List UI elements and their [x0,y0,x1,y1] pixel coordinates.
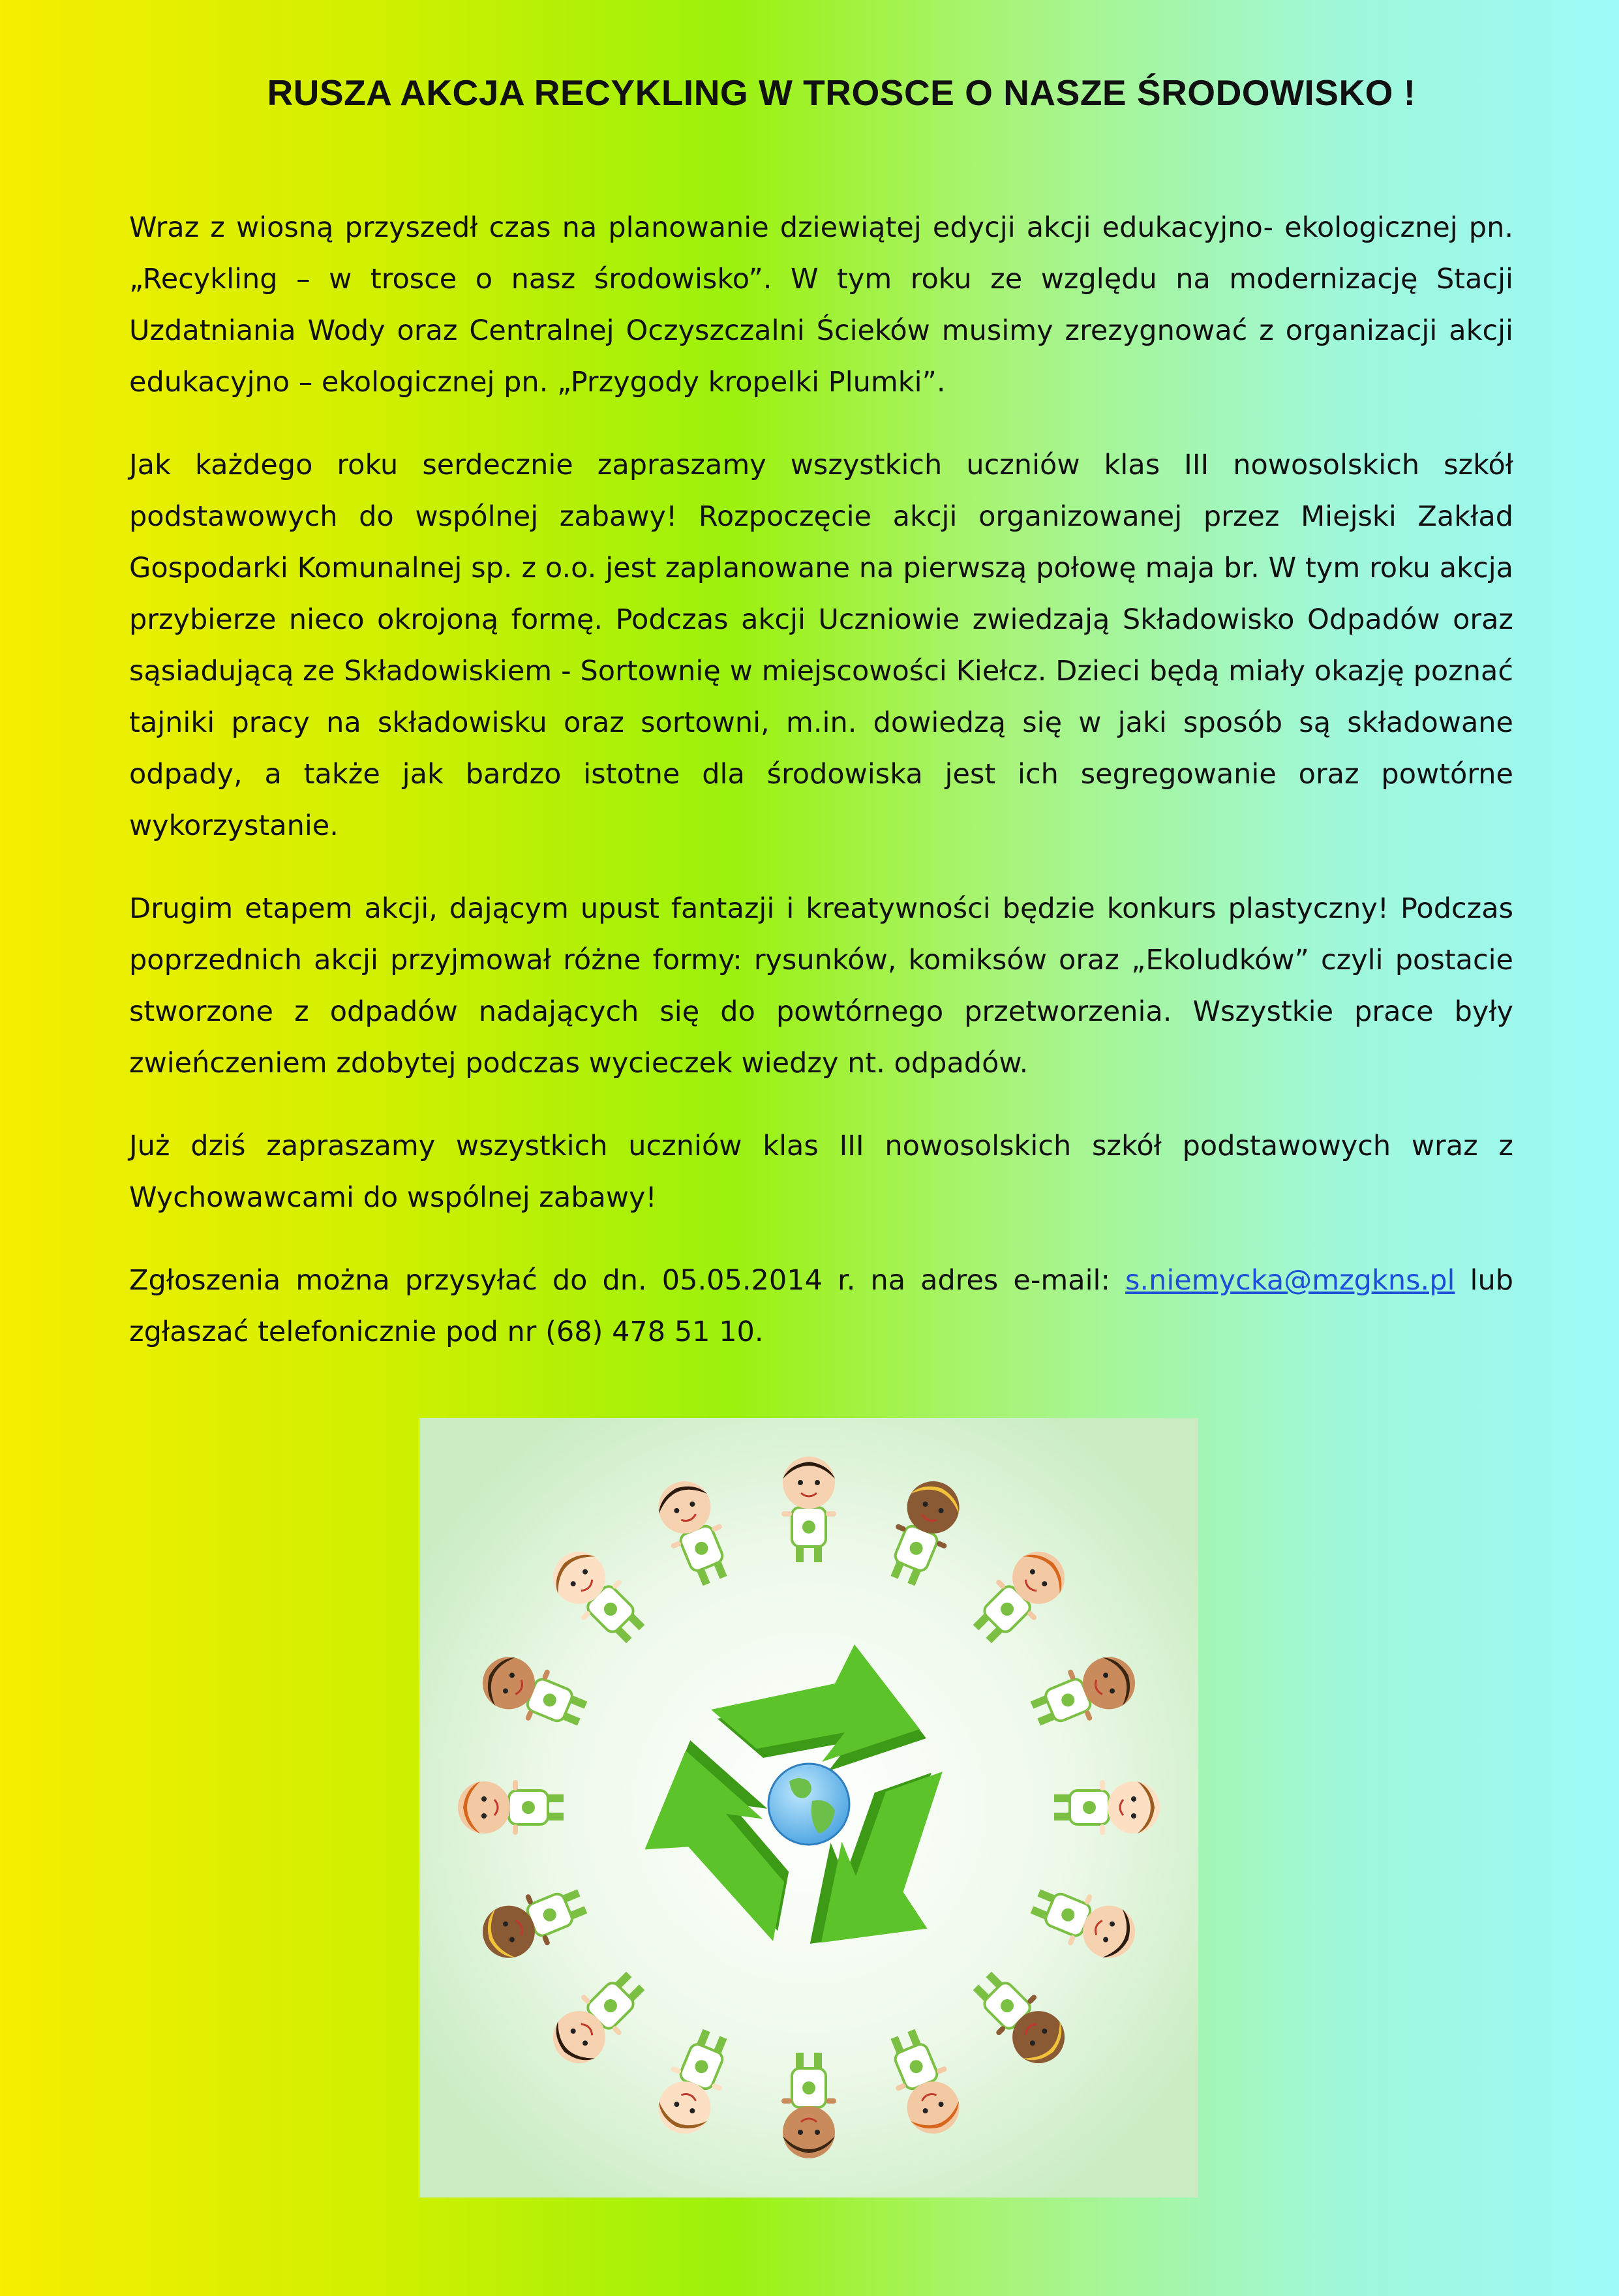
recycling-illustration [419,1418,1198,2198]
page-title: RUSZA AKCJA RECYKLING W TROSCE O NASZE ŚRODOWISKO ! [267,72,1416,113]
globe-icon [768,1764,849,1845]
contact-phone-text: lub zgłaszać telefonicznie pod nr (68) 478 51 10. [129,1264,1513,1348]
contact-paragraph [129,1255,1513,1358]
contact-text: Zgłoszenia można przysyłać do dn. 05.05.2014 r. na adres e-mail: [129,1264,1126,1297]
email-link[interactable]: s.niemycka@mzgkns.pl [1125,1264,1455,1297]
paragraph-3: Drugim etapem akcji, dającym upust fantazji i kreatywności będzie konkurs plastyczny! Podczas poprzednich akcji przyjmował różne formy: rysunków, komiksów oraz „Ekoludków” czyli postacie stworzone z odpadów nadających się do powtórnego przetworzenia. Wszystkie prace były zwieńczeniem zdobytej podczas wycieczek wiedzy nt. odpadów. [129,892,1513,1080]
paragraph-4: Już dziś zapraszamy wszystkich uczniów klas III nowosolskich szkół podstawowych wraz z Wychowawcami do wspólnej zabawy! [129,1130,1513,1214]
paragraph-2: Jak każdego roku serdecznie zapraszamy wszystkich uczniów klas III nowosolskich szkół podstawowych do wspólnej zabawy! Rozpoczęcie akcji organizowanej przez Miejski Zakład Gospodarki Komunalnej sp. z o.o. jest zaplanowane na pierwszą połowę maja br. W tym roku akcja przybierze nieco okrojoną formę. Podczas akcji Uczniowie zwiedzają Składowisko Odpadów oraz sąsiadującą ze Składowiskiem - Sortownię w miejscowości Kiełcz. Dzieci będą miały okazję poznać tajniki pracy na składowisku oraz sortowni, m.in. dowiedzą się w jaki sposób są składowane odpady, a także jak bardzo istotne dla środowiska jest ich segregowanie oraz powtórne wykorzystanie. [129,449,1513,842]
article-body [129,202,1513,1389]
paragraph-1: Wraz z wiosną przyszedł czas na planowanie dziewiątej edycji akcji edukacyjno- ekologicznej pn. „Recykling – w trosce o nasz środowisko”. W tym roku ze względu na modernizację Stacji Uzdatniania Wody oraz Centralnej Oczyszczalni Ścieków musimy zrezygnować z organizacji akcji edukacyjno – ekologicznej pn. „Przygody kropelki Plumki”. [129,211,1513,399]
